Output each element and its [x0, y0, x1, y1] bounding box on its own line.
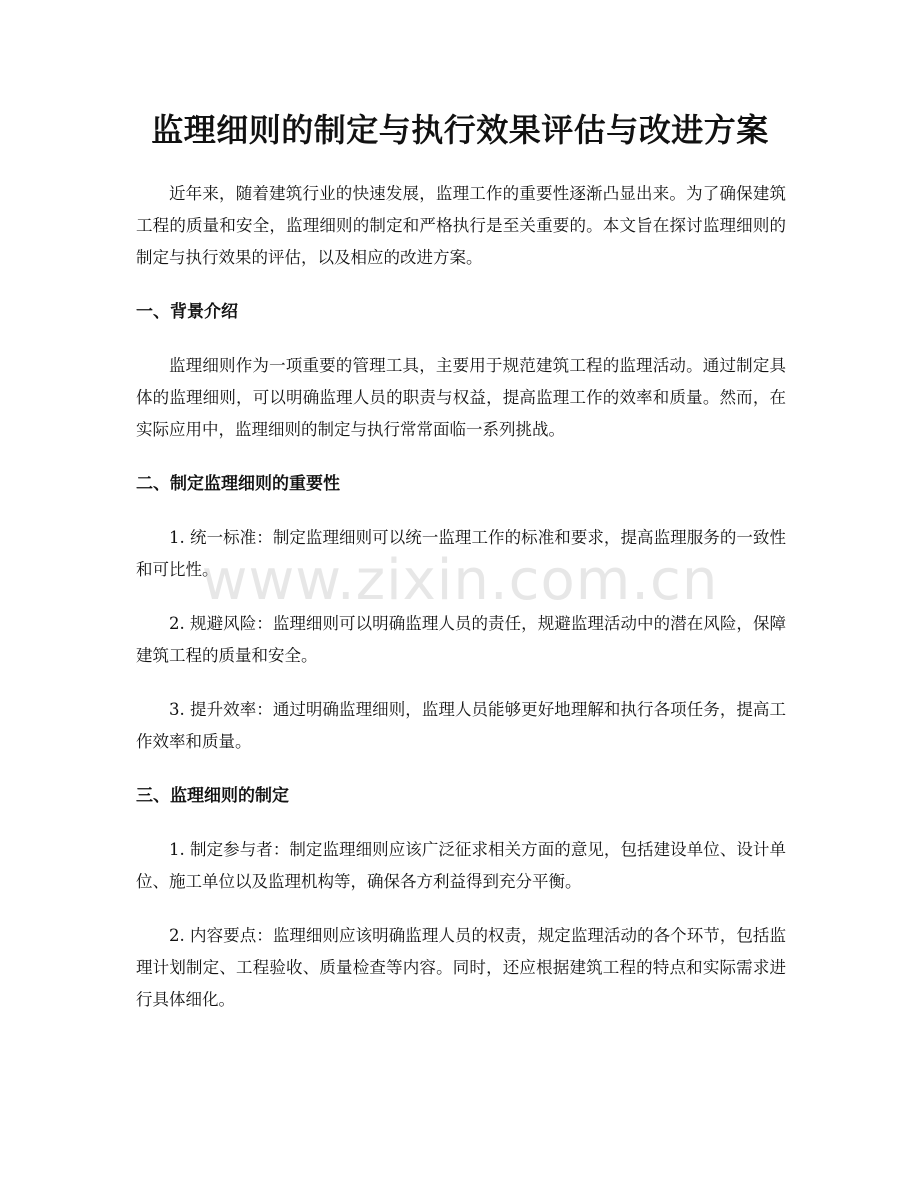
importance-item-3: 3. 提升效率：通过明确监理细则，监理人员能够更好地理解和执行各项任务，提高工作效率和质量。	[136, 700, 786, 751]
formulation-item-2: 2. 内容要点：监理细则应该明确监理人员的权责，规定监理活动的各个环节，包括监理计划制定、工程验收、质量检查等内容。同时，还应根据建筑工程的特点和实际需求进行具体细化。	[136, 926, 786, 1009]
watermark: www.zixin.com.cn	[201, 548, 719, 613]
background-paragraph: 监理细则作为一项重要的管理工具，主要用于规范建筑工程的监理活动。通过制定具体的监理细则，可以明确监理人员的职责与权益，提高监理工作的效率和质量。然而，在实际应用中，监理细则的制定与执行常常面临一系列挑战。	[136, 356, 786, 439]
importance-item-2: 2. 规避风险：监理细则可以明确监理人员的责任，规避监理活动中的潜在风险，保障建筑工程的质量和安全。	[136, 614, 786, 665]
section-heading-formulation: 三、监理细则的制定	[136, 786, 289, 806]
formulation-item-1: 1. 制定参与者：制定监理细则应该广泛征求相关方面的意见，包括建设单位、设计单位、施工单位以及监理机构等，确保各方利益得到充分平衡。	[136, 840, 786, 891]
section-heading-importance: 二、制定监理细则的重要性	[136, 474, 340, 494]
importance-item-1: 1. 统一标准：制定监理细则可以统一监理工作的标准和要求，提高监理服务的一致性和可比性。	[136, 528, 786, 579]
document-body	[136, 178, 786, 1038]
section-heading-background: 一、背景介绍	[136, 302, 238, 322]
document-title: 监理细则的制定与执行效果评估与改进方案	[151, 111, 769, 149]
intro-paragraph: 近年来，随着建筑行业的快速发展，监理工作的重要性逐渐凸显出来。为了确保建筑工程的质量和安全，监理细则的制定和严格执行是至关重要的。本文旨在探讨监理细则的制定与执行效果的评估，以及相应的改进方案。	[136, 184, 786, 267]
